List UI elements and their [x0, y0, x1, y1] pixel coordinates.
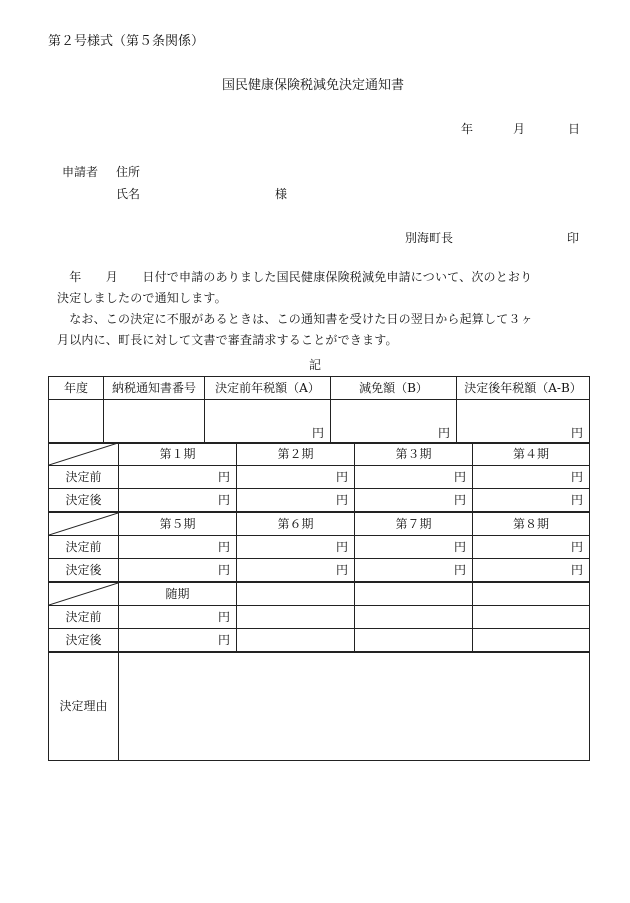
- after-row-1: [49, 489, 590, 513]
- yen-cell[interactable]: 円: [355, 536, 473, 559]
- reason-field[interactable]: [119, 652, 590, 760]
- yen-cell[interactable]: 円: [119, 489, 237, 513]
- seal-mark: 印: [567, 231, 580, 245]
- applicant-label: 申請者: [62, 165, 99, 179]
- empty-cell: [473, 582, 590, 606]
- period-1: 第１期: [119, 443, 237, 466]
- period-header-row-3: [49, 582, 590, 606]
- yen-cell[interactable]: 円: [355, 466, 473, 489]
- header-reduction: 減免額（B）: [331, 377, 457, 400]
- empty-cell: [473, 606, 590, 629]
- period-table: [48, 442, 590, 761]
- yen-cell[interactable]: 円: [473, 489, 590, 513]
- header-fiscal-year: 年度: [49, 377, 104, 400]
- diagonal-cell: [49, 582, 119, 606]
- period-2: 第２期: [237, 443, 355, 466]
- before-row-2: [49, 536, 590, 559]
- form-number: 第２号様式（第５条関係）: [48, 34, 205, 49]
- name-label: 氏名: [116, 187, 141, 201]
- summary-value-row: [49, 400, 590, 444]
- yen-cell[interactable]: 円: [119, 559, 237, 583]
- header-before-amount: 決定前年税額（A）: [205, 377, 331, 400]
- reason-row: [49, 652, 590, 760]
- yen-cell[interactable]: 円: [119, 629, 237, 653]
- body-line-4: 月以内に、町長に対して文書で審査請求することができます。: [57, 333, 398, 347]
- yen-cell[interactable]: 円: [473, 559, 590, 583]
- yen-cell[interactable]: 円: [237, 559, 355, 583]
- period-8: 第８期: [473, 512, 590, 536]
- before-row-1: [49, 466, 590, 489]
- document-title: 国民健康保険税減免決定通知書: [222, 78, 405, 93]
- after-label: 決定後: [49, 559, 119, 583]
- date-month-label: 月: [513, 122, 526, 136]
- period-header-row-2: [49, 512, 590, 536]
- yen-cell[interactable]: 円: [119, 536, 237, 559]
- reduction-cell[interactable]: 円: [331, 400, 457, 444]
- empty-cell: [355, 629, 473, 653]
- yen-cell[interactable]: 円: [237, 536, 355, 559]
- fiscal-year-cell[interactable]: [49, 400, 104, 444]
- header-after-amount: 決定後年税額（A-B）: [457, 377, 590, 400]
- summary-header-row: [49, 377, 590, 400]
- body-line-3: なお、この決定に不服があるときは、この通知書を受けた日の翌日から起算して３ヶ: [57, 312, 533, 326]
- yen-cell[interactable]: 円: [473, 536, 590, 559]
- date-day-label: 日: [568, 122, 581, 136]
- issuer-name: 別海町長: [405, 231, 454, 245]
- notice-body: [57, 267, 582, 351]
- body-line-1: 年 月 日付で申請のありました国民健康保険税減免申請について、次のとおり: [57, 270, 533, 284]
- notice-number-cell[interactable]: [104, 400, 205, 444]
- before-row-3: [49, 606, 590, 629]
- empty-cell: [355, 606, 473, 629]
- diagonal-cell: [49, 443, 119, 466]
- address-label: 住所: [116, 165, 141, 179]
- period-6: 第６期: [237, 512, 355, 536]
- yen-cell[interactable]: 円: [119, 466, 237, 489]
- before-amount-cell[interactable]: 円: [205, 400, 331, 444]
- yen-cell[interactable]: 円: [119, 606, 237, 629]
- empty-cell: [355, 582, 473, 606]
- reason-label: 決定理由: [49, 652, 119, 760]
- yen-cell[interactable]: 円: [237, 489, 355, 513]
- date-year-label: 年: [461, 122, 474, 136]
- after-row-2: [49, 559, 590, 583]
- period-5: 第５期: [119, 512, 237, 536]
- period-4: 第４期: [473, 443, 590, 466]
- yen-cell[interactable]: 円: [355, 559, 473, 583]
- after-row-3: [49, 629, 590, 653]
- yen-cell[interactable]: 円: [237, 466, 355, 489]
- header-notice-number: 納税通知書番号: [104, 377, 205, 400]
- yen-cell[interactable]: 円: [355, 489, 473, 513]
- before-label: 決定前: [49, 536, 119, 559]
- honorific: 様: [275, 187, 288, 201]
- diagonal-cell: [49, 512, 119, 536]
- empty-cell: [237, 629, 355, 653]
- empty-cell: [473, 629, 590, 653]
- ki-label: 記: [309, 358, 322, 372]
- before-label: 決定前: [49, 466, 119, 489]
- before-label: 決定前: [49, 606, 119, 629]
- after-amount-cell[interactable]: 円: [457, 400, 590, 444]
- period-header-row-1: [49, 443, 590, 466]
- yen-cell[interactable]: 円: [473, 466, 590, 489]
- period-7: 第７期: [355, 512, 473, 536]
- after-label: 決定後: [49, 629, 119, 653]
- empty-cell: [237, 582, 355, 606]
- period-3: 第３期: [355, 443, 473, 466]
- empty-cell: [237, 606, 355, 629]
- period-ad-hoc: 随期: [119, 582, 237, 606]
- after-label: 決定後: [49, 489, 119, 513]
- tax-summary-table: [48, 376, 590, 444]
- body-line-2: 決定しましたので通知します。: [57, 291, 227, 305]
